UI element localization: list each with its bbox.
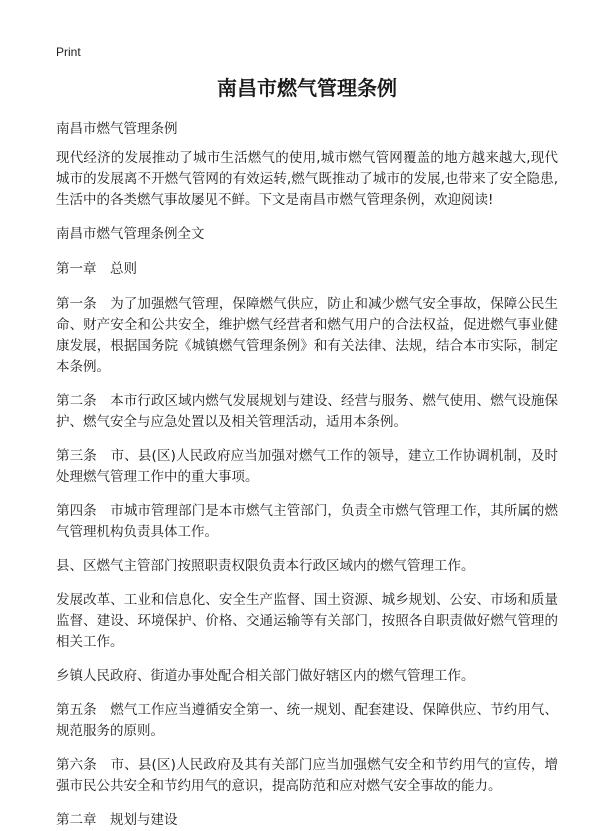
chapter-heading-1: 第一章 总则: [56, 261, 137, 277]
article-paragraph: 第二条 本市行政区域内燃气发展规划与建设、经营与服务、燃气使用、燃气设施保护、燃气安全与应急处置以及相关管理活动，适用本条例。: [56, 393, 558, 430]
article-paragraph: 第四条 市城市管理部门是本市燃气主管部门，负责全市燃气管理工作，其所属的燃气管理机构负责具体工作。: [56, 503, 558, 540]
article-paragraph: 乡镇人民政府、街道办事处配合相关部门做好辖区内的燃气管理工作。: [56, 668, 475, 684]
chapter-heading-2: 第二章 规划与建设: [56, 812, 178, 828]
article-paragraph: 第三条 市、县(区)人民政府应当加强对燃气工作的领导，建立工作协调机制，及时处理燃气管理工作中的重大事项。: [56, 448, 558, 485]
page-title: 南昌市燃气管理条例: [217, 76, 397, 100]
document-subtitle: 南昌市燃气管理条例: [56, 121, 178, 137]
fulltext-label: 南昌市燃气管理条例全文: [56, 226, 205, 242]
print-link[interactable]: Print: [56, 45, 81, 59]
intro-paragraph: 现代经济的发展推动了城市生活燃气的使用,城市燃气管网覆盖的地方越来越大,现代城市的发展离不开燃气管网的有效运转,燃气既推动了城市的发展,也带来了安全隐患,生活中的各类燃气事故屡见不鲜。下文是南昌市燃气管理条例，欢迎阅读!: [56, 150, 558, 208]
article-paragraph: 第五条 燃气工作应当遵循安全第一、统一规划、配套建设、保障供应、节约用气、规范服务的原则。: [56, 702, 558, 739]
article-paragraph: 第一条 为了加强燃气管理，保障燃气供应，防止和减少燃气安全事故，保障公民生命、财产安全和公共安全，维护燃气经营者和燃气用户的合法权益，促进燃气事业健康发展，根据国务院《城镇燃气管理条例》和有关法律、法规，结合本市实际，制定本条例。: [56, 296, 558, 375]
article-paragraph: 第六条 市、县(区)人民政府及其有关部门应当加强燃气安全和节约用气的宣传，增强市民公共安全和节约用气的意识，提高防范和应对燃气安全事故的能力。: [56, 757, 558, 794]
article-paragraph: 县、区燃气主管部门按照职责权限负责本行政区域内的燃气管理工作。: [56, 558, 475, 574]
article-paragraph: 发展改革、工业和信息化、安全生产监督、国土资源、城乡规划、公安、市场和质量监督、建设、环境保护、价格、交通运输等有关部门，按照各自职责做好燃气管理的相关工作。: [56, 592, 558, 650]
